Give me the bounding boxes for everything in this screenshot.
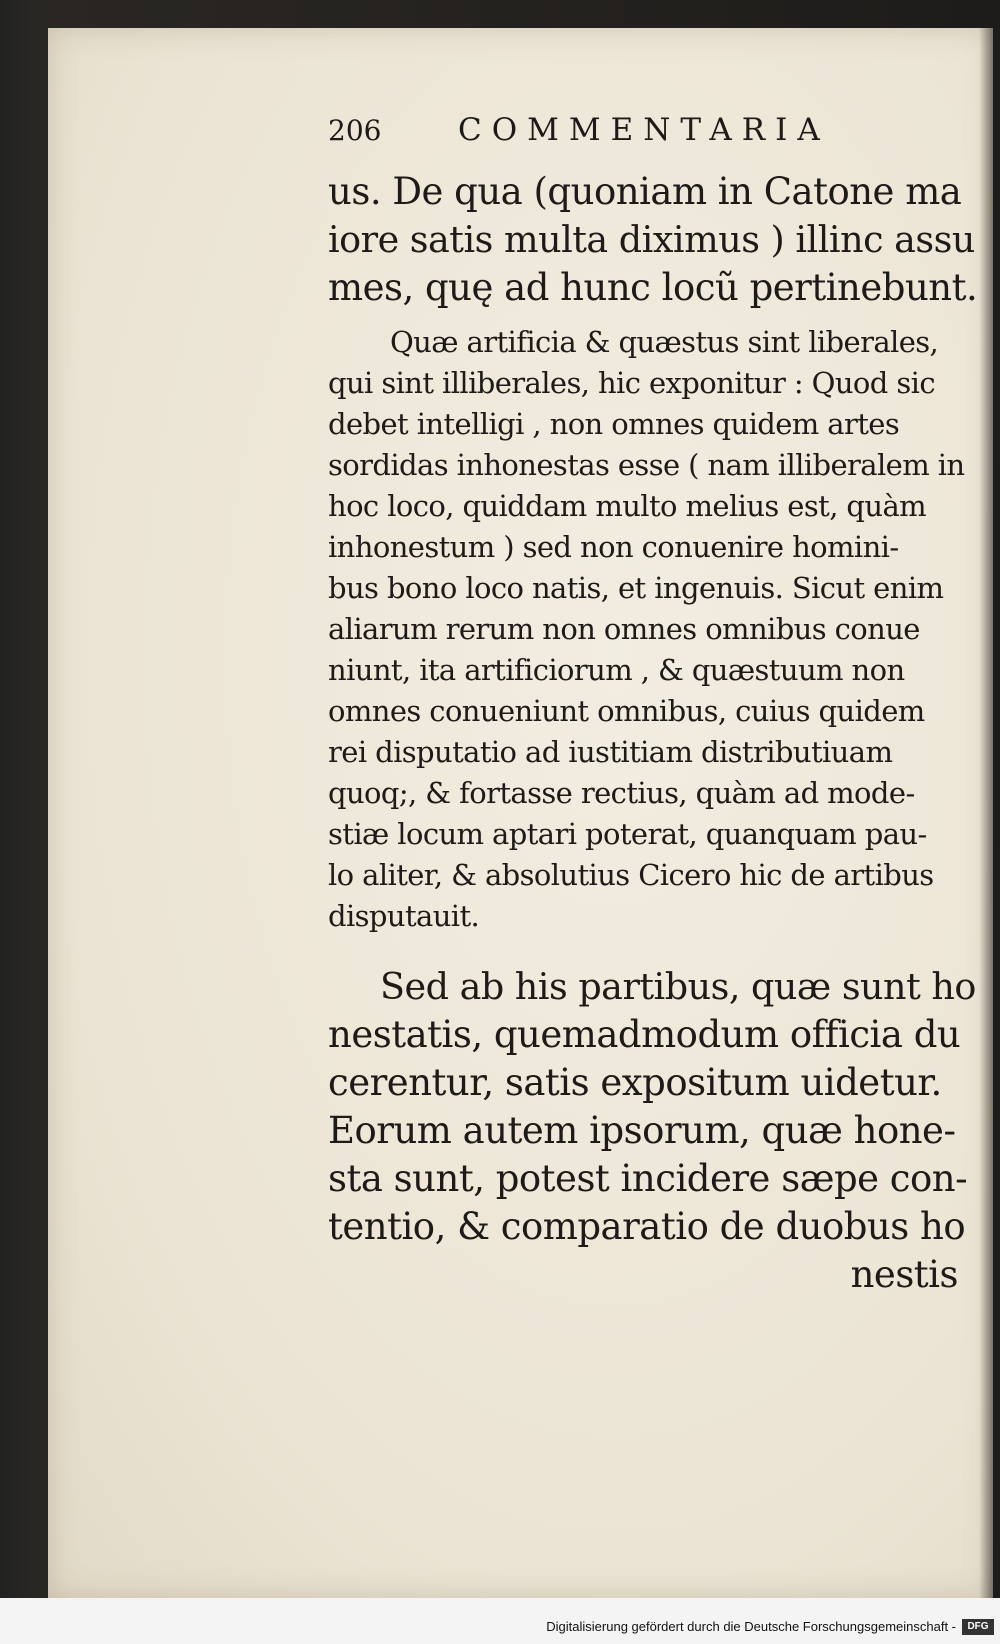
- text-line: Quæ artificia & quæstus sint liberales,: [390, 325, 939, 359]
- text-line: iore satis multa diximus ) illinc assu: [328, 218, 975, 261]
- text-line: us. De qua (quoniam in Catone ma: [328, 170, 962, 213]
- text-line: omnes conueniunt omnibus, cuius quidem: [328, 694, 925, 728]
- text-line: stiæ locum aptari poterat, quanquam pau-: [328, 817, 927, 851]
- text-line: debet intelligi , non omnes quidem artes: [328, 407, 900, 441]
- text-line: disputauit.: [328, 899, 480, 933]
- text-line: quoq;, & fortasse rectius, quàm ad mode-: [328, 776, 915, 810]
- dfg-logo: DFG: [962, 1619, 994, 1635]
- paragraph-1: [328, 168, 978, 312]
- paragraph-2-commentary: [328, 322, 978, 937]
- text-line: inhonestum ) sed non conuenire homini-: [328, 530, 899, 564]
- text-line: Eorum autem ipsorum, quæ hone-: [328, 1109, 956, 1152]
- paragraph-3: [328, 963, 978, 1299]
- text-line: aliarum rerum non omnes omnibus conue: [328, 612, 920, 646]
- catchword: nestis: [850, 1253, 958, 1296]
- text-line: qui sint illiberales, hic exponitur : Quod sic: [328, 366, 935, 400]
- text-line: sordidas inhonestas esse ( nam illiberalem in: [328, 448, 965, 482]
- running-title: COMMENTARIA: [458, 112, 830, 148]
- page-gutter-shadow: [979, 28, 993, 1598]
- text-line: rei disputatio ad iustitiam distributiuam: [328, 735, 893, 769]
- text-block: [328, 112, 978, 1299]
- text-line: cerentur, satis expositum uidetur.: [328, 1061, 942, 1104]
- running-head: [328, 112, 978, 168]
- text-line: Sed ab his partibus, quæ sunt ho: [380, 965, 976, 1008]
- funding-credit: Digitalisierung gefördert durch die Deutsche Forschungsgemeinschaft -: [546, 1619, 956, 1634]
- text-line: tentio, & comparatio de duobus ho: [328, 1205, 966, 1248]
- text-line: mes, quę ad hunc locũ pertinebunt.: [328, 266, 978, 309]
- page-number: 206: [328, 114, 382, 147]
- text-line: bus bono loco natis, et ingenuis. Sicut enim: [328, 571, 944, 605]
- text-line: nestatis, quemadmodum officia du: [328, 1013, 961, 1056]
- text-line: hoc loco, quiddam multo melius est, quàm: [328, 489, 927, 523]
- text-line: lo aliter, & absolutius Cicero hic de artibus: [328, 858, 934, 892]
- text-line: niunt, ita artificiorum , & quæstuum non: [328, 653, 905, 687]
- digitization-footer: [0, 1598, 1000, 1644]
- text-line: sta sunt, potest incidere sæpe con-: [328, 1157, 968, 1200]
